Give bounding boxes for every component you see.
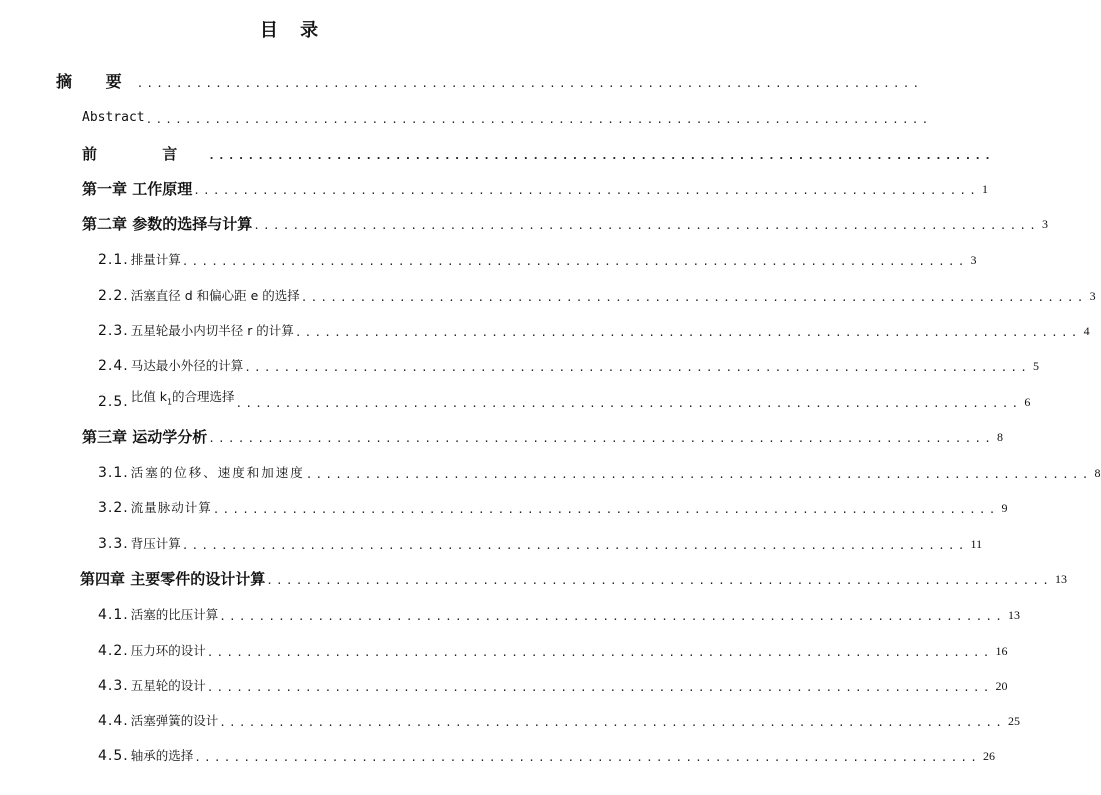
leader-dots: ................................................................................	[206, 681, 993, 694]
section-number: 4.2.	[98, 643, 129, 659]
toc-page-number: 3	[970, 253, 977, 267]
toc-entry-section-4-4[interactable]	[98, 711, 1021, 731]
toc-entry-label: 摘 要	[56, 72, 136, 91]
toc-entry-abstract-cn[interactable]	[56, 72, 923, 92]
section-number: 2.2.	[98, 288, 129, 304]
toc-entry-label: 第四章 主要零件的设计计算	[80, 570, 266, 588]
toc-entry-section-3-2[interactable]	[98, 498, 1008, 518]
toc-page-number: 26	[983, 749, 996, 763]
toc-page-number: 25	[1008, 714, 1021, 728]
leader-dots: ................................................................................	[244, 361, 1031, 374]
toc-entry-label: 马达最小外径的计算	[130, 358, 244, 373]
leader-dots: ................................................................................	[266, 574, 1053, 587]
leader-dots: ................................................................................	[145, 113, 932, 126]
section-number: 2.3.	[98, 323, 129, 339]
toc-page-number: 3	[1042, 217, 1049, 231]
toc-entry-label: 五星轮的设计	[130, 678, 206, 693]
toc-page-number: 5	[1033, 359, 1040, 373]
toc-title: 目 录	[259, 20, 327, 41]
toc-entry-label: 第三章 运动学分析	[82, 428, 208, 446]
leader-dots: ................................................................................	[194, 751, 981, 764]
toc-entry-label: 第一章 工作原理	[82, 180, 193, 198]
toc-page-number: 13	[1055, 572, 1068, 586]
section-number: 3.3.	[98, 536, 129, 552]
leader-dots: ................................................................................	[235, 397, 1022, 410]
toc-entry-label: 活塞弹簧的设计	[130, 713, 219, 728]
toc-entry-label: 流量脉动计算	[130, 500, 212, 515]
toc-entry-section-4-5[interactable]	[98, 746, 996, 766]
section-number: 2.4.	[98, 358, 129, 374]
leader-dots: ................................................................................	[136, 77, 923, 90]
toc-entry-section-2-4[interactable]	[98, 356, 1040, 376]
toc-entry-chapter-4[interactable]	[80, 569, 1068, 589]
toc-entry-label: 五星轮最小内切半径 r 的计算	[130, 323, 294, 338]
section-number: 4.4.	[98, 713, 129, 729]
toc-entry-label: 前 言	[82, 145, 208, 163]
toc-entry-section-3-1[interactable]	[98, 463, 1101, 483]
toc-entry-section-2-1[interactable]	[98, 250, 977, 270]
toc-page-number: 16	[995, 644, 1008, 658]
toc-page-number: 3	[1089, 289, 1096, 303]
section-number: 3.2.	[98, 500, 129, 516]
leader-dots: ................................................................................	[253, 219, 1040, 232]
leader-dots: ................................................................................	[181, 255, 968, 268]
toc-entry-preface[interactable]	[82, 144, 995, 164]
toc-page-number: 8	[1094, 466, 1101, 480]
toc-entry-label: 排量计算	[130, 252, 181, 267]
toc-entry-label: 背压计算	[130, 536, 181, 551]
toc-entry-label: 活塞直径 d 和偏心距 e 的选择	[130, 288, 300, 303]
leader-dots: ................................................................................	[206, 646, 993, 659]
leader-dots: ................................................................................	[212, 503, 999, 516]
section-number: 2.5.	[98, 394, 129, 410]
toc-entry-section-2-2[interactable]	[98, 286, 1096, 306]
toc-page-number: 4	[1083, 324, 1090, 338]
toc-entry-label: 轴承的选择	[130, 748, 194, 763]
section-number: 4.3.	[98, 678, 129, 694]
toc-entry-section-4-3[interactable]	[98, 676, 1008, 696]
toc-entry-label: 第二章 参数的选择与计算	[82, 215, 253, 233]
toc-entry-label: 比值 $k_1$的合理选择	[130, 388, 235, 406]
toc-entry-label: Abstract	[82, 110, 145, 125]
toc-entry-section-2-3[interactable]	[98, 321, 1090, 341]
toc-page-number: 9	[1001, 501, 1008, 515]
toc-entry-label: 活塞的比压计算	[130, 607, 219, 622]
toc-entry-section-3-3[interactable]	[98, 534, 983, 554]
leader-dots: ................................................................................	[208, 432, 995, 445]
toc-entry-chapter-3[interactable]	[82, 427, 1004, 447]
leader-dots: ................................................................................	[219, 610, 1006, 623]
toc-entry-section-4-1[interactable]	[98, 605, 1021, 625]
leader-dots: ................................................................................	[208, 149, 995, 162]
leader-dots: ................................................................................	[300, 291, 1087, 304]
toc-entry-section-4-2[interactable]	[98, 641, 1008, 661]
section-number: 4.1.	[98, 607, 129, 623]
toc-page-number: 1	[982, 182, 989, 196]
section-number: 3.1.	[98, 465, 129, 481]
toc-page-number: 13	[1008, 608, 1021, 622]
leader-dots: ................................................................................	[305, 468, 1092, 481]
toc-entry-section-2-5[interactable]	[98, 388, 1031, 412]
toc-entry-abstract-en[interactable]	[82, 108, 932, 128]
toc-page-number: 11	[970, 537, 983, 551]
toc-entry-label: 活塞的位移、速度和加速度	[130, 465, 305, 480]
toc-entry-label: 压力环的设计	[130, 643, 206, 658]
toc-page-number: 8	[997, 430, 1004, 444]
toc-page-number: 6	[1024, 395, 1031, 409]
leader-dots: ................................................................................	[181, 539, 968, 552]
toc-page-number: 20	[995, 679, 1008, 693]
toc-entry-chapter-1[interactable]	[82, 179, 989, 199]
section-number: 2.1.	[98, 252, 129, 268]
toc-entry-chapter-2[interactable]	[82, 214, 1049, 234]
leader-dots: ................................................................................	[219, 716, 1006, 729]
section-number: 4.5.	[98, 748, 129, 764]
leader-dots: ................................................................................	[193, 184, 980, 197]
leader-dots: ................................................................................	[294, 326, 1081, 339]
